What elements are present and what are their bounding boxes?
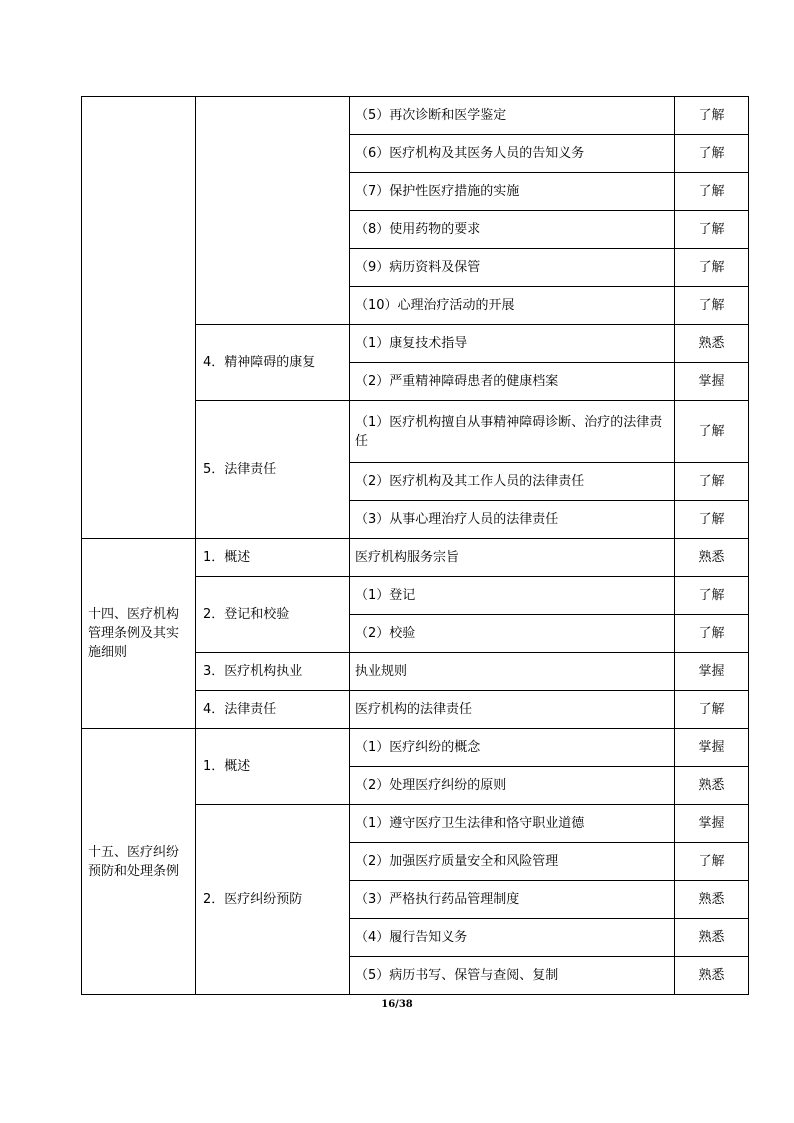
level-cell: 了解	[675, 615, 749, 653]
level-cell: 熟悉	[675, 881, 749, 919]
topic-cell: （1）登记	[350, 577, 675, 615]
level-cell: 了解	[675, 401, 749, 463]
level-cell: 熟悉	[675, 957, 749, 995]
level-cell: 了解	[675, 501, 749, 539]
level-cell: 熟悉	[675, 919, 749, 957]
level-cell: 熟悉	[675, 767, 749, 805]
topic-cell: （2）校验	[350, 615, 675, 653]
topic-cell: （2）严重精神障碍患者的健康档案	[350, 363, 675, 401]
level-cell: 了解	[675, 97, 749, 135]
table-row	[82, 539, 749, 577]
topic-cell: （2）加强医疗质量安全和风险管理	[350, 843, 675, 881]
table-row	[82, 729, 749, 767]
level-cell: 了解	[675, 843, 749, 881]
subunit-cell: 1．概述	[196, 539, 350, 577]
level-cell: 熟悉	[675, 539, 749, 577]
topic-cell: 医疗机构服务宗旨	[350, 539, 675, 577]
subunit-cell-continued	[196, 97, 350, 325]
topic-cell: （9）病历资料及保管	[350, 249, 675, 287]
subunit-cell: 4．精神障碍的康复	[196, 325, 350, 401]
level-cell: 了解	[675, 691, 749, 729]
topic-cell: （1）医疗纠纷的概念	[350, 729, 675, 767]
topic-cell: （10）心理治疗活动的开展	[350, 287, 675, 325]
level-cell: 掌握	[675, 653, 749, 691]
topic-cell: （5）病历书写、保管与查阅、复制	[350, 957, 675, 995]
level-cell: 了解	[675, 463, 749, 501]
topic-cell: 执业规则	[350, 653, 675, 691]
level-cell: 了解	[675, 135, 749, 173]
table-row	[82, 97, 749, 135]
topic-cell: （4）履行告知义务	[350, 919, 675, 957]
topic-cell: （3）严格执行药品管理制度	[350, 881, 675, 919]
subunit-cell: 2．登记和校验	[196, 577, 350, 653]
subunit-cell: 4．法律责任	[196, 691, 350, 729]
subunit-cell: 3．医疗机构执业	[196, 653, 350, 691]
topic-cell: （8）使用药物的要求	[350, 211, 675, 249]
topic-cell: （5）再次诊断和医学鉴定	[350, 97, 675, 135]
topic-cell: 医疗机构的法律责任	[350, 691, 675, 729]
level-cell: 掌握	[675, 363, 749, 401]
topic-cell: （3）从事心理治疗人员的法律责任	[350, 501, 675, 539]
unit-cell: 十五、医疗纠纷预防和处理条例	[82, 729, 196, 995]
level-cell: 掌握	[675, 729, 749, 767]
topic-cell: （1）康复技术指导	[350, 325, 675, 363]
level-cell: 了解	[675, 249, 749, 287]
unit-cell-continued	[82, 97, 196, 539]
unit-cell: 十四、医疗机构管理条例及其实施细则	[82, 539, 196, 729]
level-cell: 了解	[675, 577, 749, 615]
topic-cell: （1）医疗机构擅自从事精神障碍诊断、治疗的法律责任	[350, 401, 675, 463]
subunit-cell: 2．医疗纠纷预防	[196, 805, 350, 995]
topic-cell: （6）医疗机构及其医务人员的告知义务	[350, 135, 675, 173]
page-number: 16/38	[381, 999, 413, 1010]
syllabus-table	[81, 96, 749, 995]
level-cell: 了解	[675, 287, 749, 325]
topic-cell: （1）遵守医疗卫生法律和恪守职业道德	[350, 805, 675, 843]
level-cell: 掌握	[675, 805, 749, 843]
level-cell: 熟悉	[675, 325, 749, 363]
topic-cell: （7）保护性医疗措施的实施	[350, 173, 675, 211]
level-cell: 了解	[675, 173, 749, 211]
subunit-cell: 5．法律责任	[196, 401, 350, 539]
topic-cell: （2）医疗机构及其工作人员的法律责任	[350, 463, 675, 501]
topic-cell: （2）处理医疗纠纷的原则	[350, 767, 675, 805]
level-cell: 了解	[675, 211, 749, 249]
subunit-cell: 1．概述	[196, 729, 350, 805]
